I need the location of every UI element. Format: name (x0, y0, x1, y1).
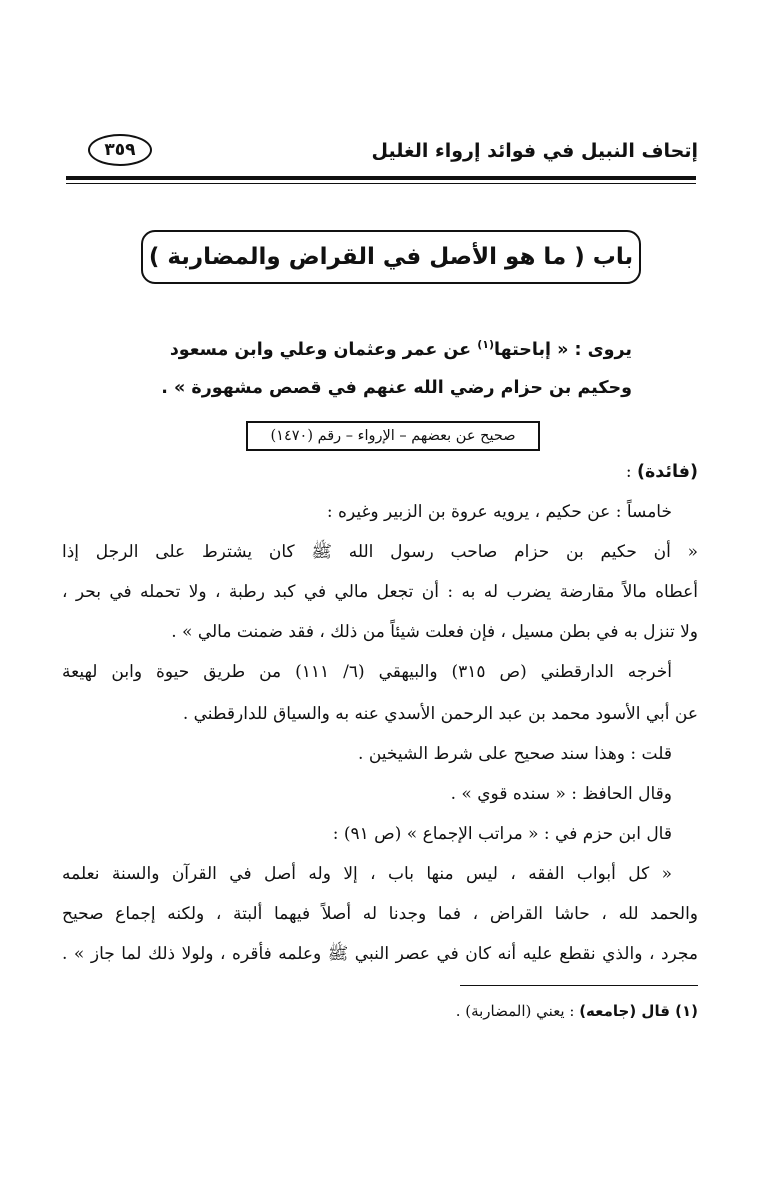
footnote-text: : يعني (المضاربة) . (455, 1002, 580, 1020)
body-line: قلت : وهذا سند صحيح على شرط الشيخين . (358, 744, 672, 764)
footnote-label: (١) قال (جامعه) (579, 1002, 698, 1020)
header-rule-thin (66, 183, 696, 184)
grading-box: صحيح عن بعضهم – الإرواء – رقم (١٤٧٠) (246, 421, 540, 451)
athar-line-1 (170, 338, 632, 362)
athar-text: يروى : « إباحتها (494, 340, 632, 360)
athar-line-2: وحكيم بن حزام رضي الله عنهم في قصص مشهورة » . (161, 378, 632, 398)
fawaid-colon: : (625, 462, 637, 482)
running-header-title: إتحاف النبيل في فوائد إرواء الغليل (371, 140, 698, 162)
body-line: أعطاه مالاً مقارضة يضرب له به : أن تجعل مالي في كبد رطبة ، ولا تحمله في بحر ، (62, 582, 698, 602)
chapter-title: باب ( ما هو الأصل في القراض والمضاربة ) (148, 244, 634, 270)
body-line: خامساً : عن حكيم ، يرويه عروة بن الزبير وغيره : (326, 502, 672, 522)
fawaid-heading (626, 460, 698, 484)
footnote (456, 1000, 698, 1022)
footnote-rule (460, 985, 698, 986)
fawaid-label: (فائدة) (636, 462, 698, 482)
body-line: عن أبي الأسود محمد بن عبد الرحمن الأسدي عنه به والسياق للدارقطني . (182, 704, 698, 724)
body-line: أخرجه الدارقطني (ص ٣١٥) والبيهقي (٦/ ١١١) من طريق حيوة وابن لهيعة (62, 662, 672, 682)
body-line: والحمد لله ، حاشا القراض ، فما وجدنا له أصلاً فيهما ألبتة ، ولكنه إجماع صحيح (62, 904, 698, 924)
body-line: « كل أبواب الفقه ، ليس منها باب ، إلا وله أصل في القرآن والسنة نعلمه (62, 864, 672, 884)
body-line: مجرد ، والذي نقطع عليه أنه كان في عصر النبي ﷺ وعلمه فأقره ، ولولا ذلك لما جاز » . (62, 944, 698, 964)
chapter-heading-box (141, 230, 641, 284)
page-number-badge: ٣٥٩ (88, 134, 152, 166)
footnote-marker: (١) (477, 338, 495, 352)
body-line: وقال الحافظ : « سنده قوي » . (450, 784, 672, 804)
body-line: قال ابن حزم في : « مراتب الإجماع » (ص ٩١) : (332, 824, 672, 844)
athar-text: عن عمر وعثمان وعلي وابن مسعود (169, 340, 478, 360)
body-line: « أن حكيم بن حزام صاحب رسول الله ﷺ كان يشترط على الرجل إذا (62, 542, 698, 562)
body-line: ولا تنزل به في بطن مسيل ، فإن فعلت شيئاً من ذلك ، فقد ضمنت مالي » . (171, 622, 698, 642)
header-rule (66, 176, 696, 180)
